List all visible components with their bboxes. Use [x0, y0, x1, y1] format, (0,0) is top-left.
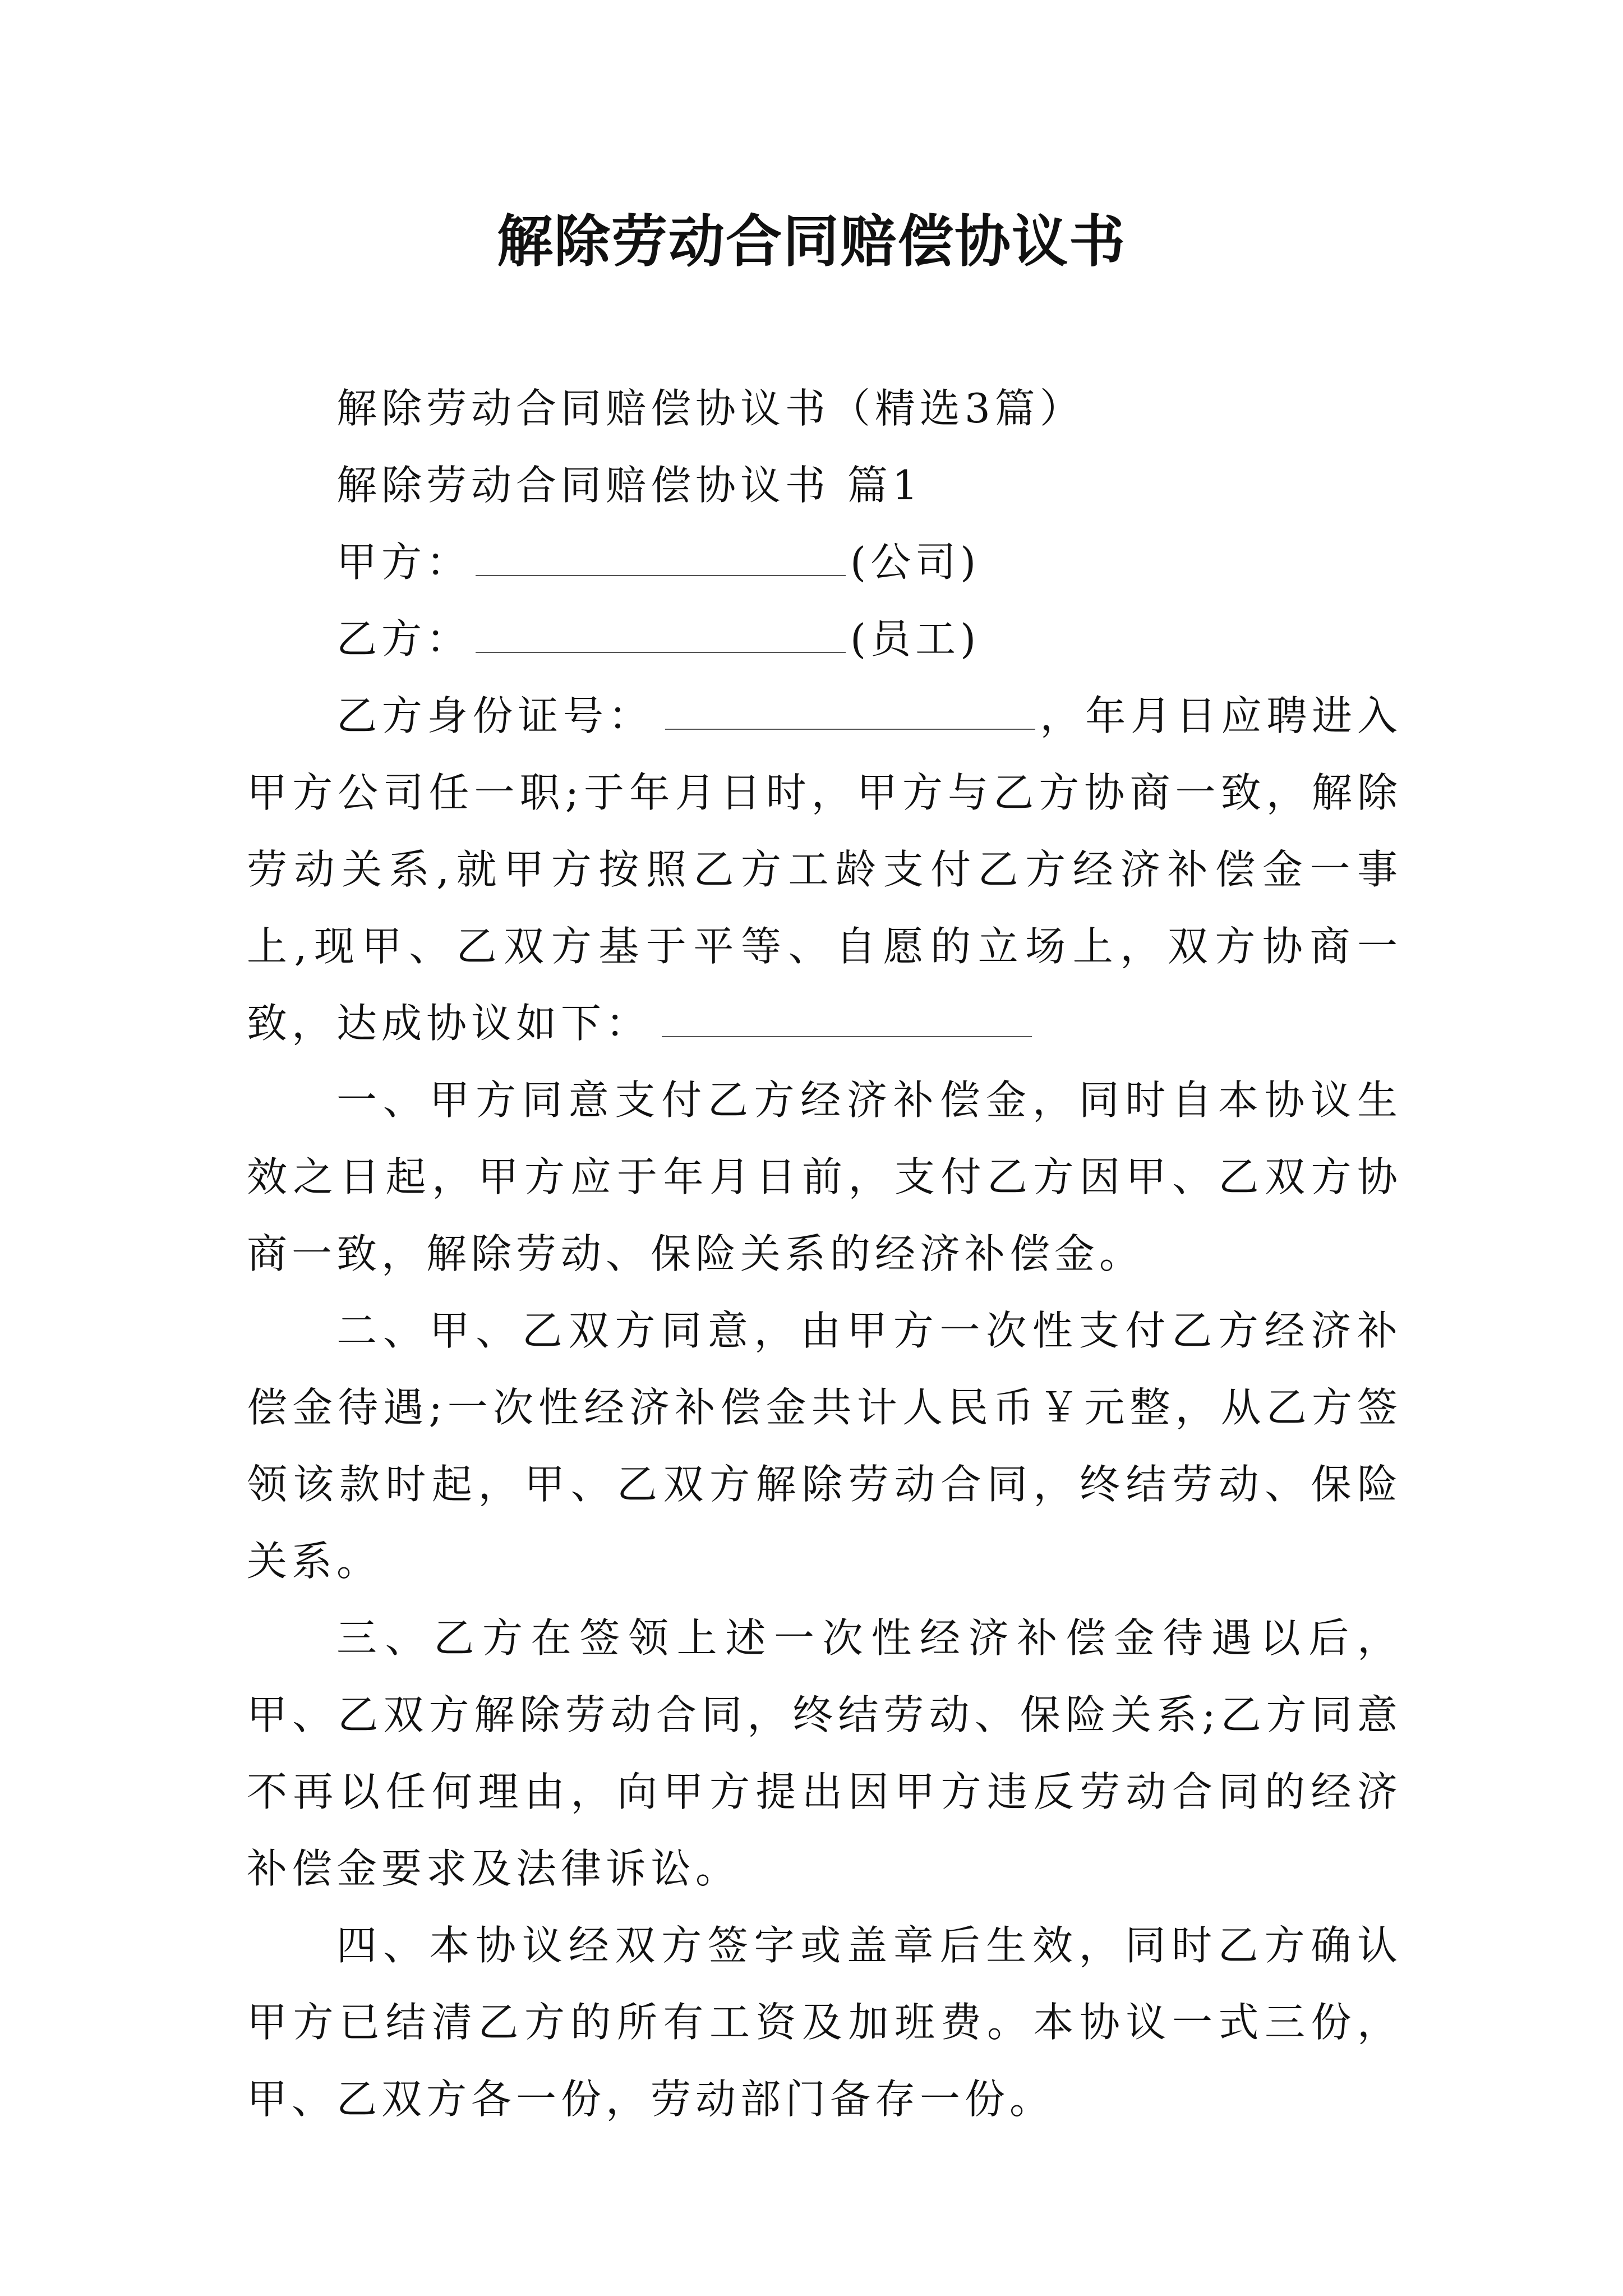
clause-1: 一、甲方同意支付乙方经济补偿金，同时自本协议生效之日起，甲方应于年月日前，支付乙方因甲、乙双方协商一致，解除劳动、保险关系的经济补偿金。: [247, 1076, 1402, 1277]
party-b-suffix: (员工): [850, 615, 981, 662]
section-heading: 解除劳动合同赔偿协议书 篇1: [336, 462, 923, 509]
party-a-label: 甲方：: [336, 539, 472, 586]
party-b-label: 乙方：: [336, 615, 472, 662]
intro-paragraph: [247, 678, 1402, 1062]
party-a-blank: [476, 535, 846, 576]
intro-text: ，年月日应聘进入甲方公司任一职;于年月日时，甲方与乙方协商一致，解除劳动关系,就甲方按照乙方工龄支付乙方经济补偿金一事上,现甲、乙双方基于平等、自愿的立场上，双方协商一致，达成协议如下：: [247, 692, 1402, 1047]
document-subtitle: 解除劳动合同赔偿协议书（精选3篇）: [336, 385, 1085, 432]
agreement-blank: [662, 996, 1032, 1037]
party-a-line: [247, 524, 1402, 601]
clause-2: 二、甲、乙双方同意，由甲方一次性支付乙方经济补偿金待遇;一次性经济补偿金共计人民币￥元整，从乙方签领该款时起，甲、乙双方解除劳动合同，终结劳动、保险关系。: [247, 1307, 1402, 1585]
id-number-blank: [665, 688, 1035, 730]
party-b-blank: [476, 611, 846, 653]
id-number-label: 乙方身份证号：: [336, 692, 654, 739]
clause-3: 三、乙方在签领上述一次性经济补偿金待遇以后，甲、乙双方解除劳动合同，终结劳动、保险关系;乙方同意不再以任何理由，向甲方提出因甲方违反劳动合同的经济补偿金要求及法律诉讼。: [247, 1614, 1402, 1892]
party-b-line: [247, 601, 1402, 678]
party-a-suffix: (公司): [850, 539, 981, 586]
document-body: [247, 370, 1402, 2138]
clause-4: 四、本协议经双方签字或盖章后生效，同时乙方确认甲方已结清乙方的所有工资及加班费。本协议一式三份，甲、乙双方各一份，劳动部门备存一份。: [247, 1922, 1402, 2123]
document-title: 解除劳动合同赔偿协议书: [497, 208, 1126, 274]
